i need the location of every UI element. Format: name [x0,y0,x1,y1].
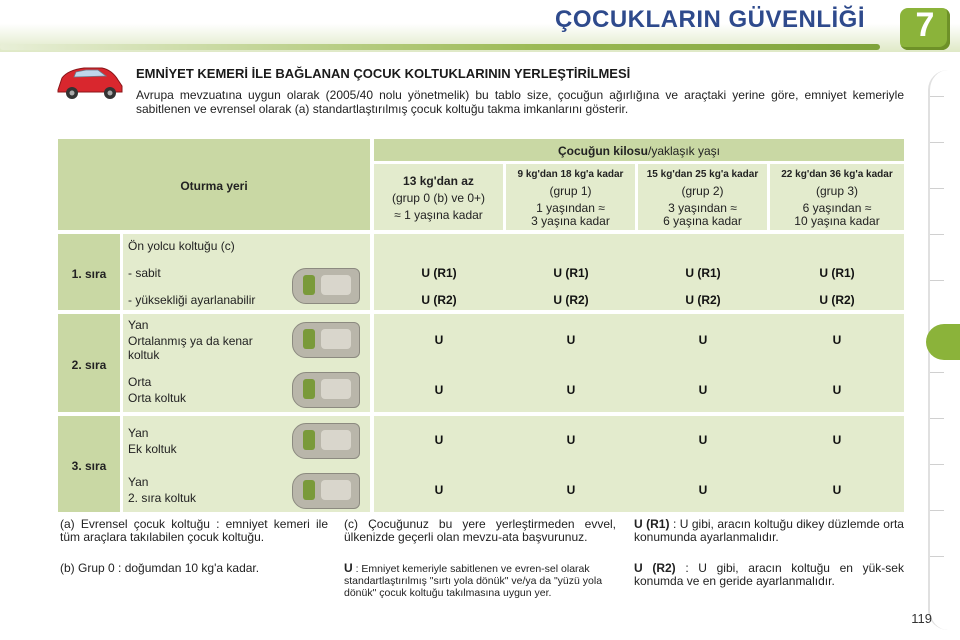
col-age-2: 3 yaşına kadar [531,214,610,228]
footnote-b: (b) Grup 0 : doğumdan 10 kg'a kadar. [60,561,260,575]
col-title: 15 kg'dan 25 kg'a kadar [646,169,759,180]
row-values-cell [374,416,904,512]
seat-variant: - sabit [128,266,161,280]
tab-marker [930,280,944,281]
value-cell: U [566,333,576,347]
header-rule [0,44,880,50]
tab-marker [930,510,944,511]
intro-paragraph: Avrupa mevzuatına uygun olarak (2005/40 nolu yönetmelik) bu tablo size, çocuğun ağırlığına ve araçtaki yerine göre, emniyet kemeriyle sabitlenen ve evrensel olarak (a) standartlaştırılmış çocuk koltuğu takma imkanlarını gösterir. [136,88,904,116]
col-group: (grup 0 (b) ve 0+) [391,191,486,205]
col-age: 6 yaşından ≈ [802,201,872,215]
footnote-r1-text: : U gibi, aracın koltuğu dikey düzlemde orta konumunda ayarlanmalıdır. [634,517,904,544]
weight-header-bold: Çocuğun kilosu [557,144,648,158]
value-cell: U [698,383,708,397]
page-number: 119 [911,611,932,626]
col-group: (grup 3) [815,184,859,198]
value-cell: U (R2) [819,293,855,307]
seat-position: Orta [128,375,152,389]
value-cell: U [832,483,842,497]
col-group: (grup 1) [549,184,592,198]
value-cell: U [832,333,842,347]
value-cell: U (R1) [421,266,457,280]
value-cell: U [832,433,842,447]
value-cell: U [434,433,444,447]
seat-position: Yan [128,318,149,332]
chapter-number: 7 [915,6,935,44]
value-cell: U [698,333,708,347]
footnote-r1 [634,518,904,544]
tab-active-chapter[interactable] [926,324,960,360]
row-label: 1. sıra [71,267,107,281]
seat-position: Yan [128,475,149,489]
col-age-2: 10 yaşına kadar [794,214,880,228]
seat-variant: - yüksekliği ayarlanabilir [128,293,256,307]
value-cell: U [698,483,708,497]
seat-diagram [292,473,360,509]
value-cell: U [566,433,576,447]
col-title: 13 kg'dan az [403,174,474,188]
footnote-r2-key: U (R2) [634,561,676,575]
tab-marker [930,234,944,235]
tab-marker [930,142,944,143]
col-group: (grup 2) [681,184,724,198]
seat-diagram [292,268,360,304]
car-icon [54,62,126,102]
footnote-r1-key: U (R1) [634,517,670,531]
col-title: 9 kg'dan 18 kg'a kadar [517,169,624,180]
tab-marker [930,464,944,465]
col-age: 3 yaşından ≈ [668,201,737,215]
weight-header [374,144,904,158]
weight-header-rest: /yaklaşık yaşı [647,144,721,158]
seat-description: 2. sıra koltuk [128,491,197,505]
seat-description: Orta koltuk [128,391,187,405]
tab-marker [930,188,944,189]
footnote-c: (c) Çocuğunuz bu yere yerleştirmeden evvel, ülkenizde geçerli olan mevzu-ata başvurunuz. [344,517,616,544]
col-age: ≈ 1 yaşına kadar [394,208,483,222]
value-cell: U (R2) [685,293,721,307]
value-cell: U [832,383,842,397]
tab-marker [930,96,944,97]
section-title: EMNİYET KEMERİ İLE BAĞLANAN ÇOCUK KOLTUKLARININ YERLEŞTİRİLMESİ [136,66,631,81]
seat-name: Ön yolcu koltuğu (c) [128,239,235,253]
col-age: 1 yaşından ≈ [536,201,605,215]
value-cell: U [698,433,708,447]
footnote-r2-text: : U gibi, aracın koltuğu en yük-sek konumda ve en geride ayarlanmalıdır. [634,561,904,588]
footnote-u-key: U [344,561,353,575]
seat-description: Ortalanmış ya da kenar koltuk [128,334,253,362]
tab-marker [930,556,944,557]
value-cell: U [434,333,444,347]
footnote-u-text: : Emniyet kemeriyle sabitlenen ve evren-sel olarak standartlaştırılmış "sırtı yola dönük" ve/ya da "yüzü yola dönük" çocuk koltuğu takılmasına uygun yer. [344,563,603,599]
value-cell: U (R1) [685,266,721,280]
tab-marker [930,372,944,373]
value-cell: U [566,483,576,497]
footnote-a: (a) Evrensel çocuk koltuğu : emniyet kemeri ile tüm araçlara takılabilen çocuk koltuğu. [60,517,328,544]
value-cell: U [434,383,444,397]
seat-header: Oturma yeri [180,179,248,193]
row-values-cell [374,314,904,412]
value-cell: U [434,483,444,497]
footnote-u [344,562,616,599]
tab-marker [930,418,944,419]
seat-description: Ek koltuk [128,442,177,456]
page-title: ÇOCUKLARIN GÜVENLİĞİ [555,6,865,33]
value-cell: U (R2) [421,293,457,307]
value-cell: U (R2) [553,293,589,307]
seat-diagram [292,322,360,358]
row-label: 2. sıra [71,358,107,372]
seat-position: Yan [128,426,149,440]
value-cell: U (R1) [553,266,589,280]
value-cell: U [566,383,576,397]
footnote-r2 [634,562,904,588]
value-cell: U (R1) [819,266,855,280]
col-title: 22 kg'dan 36 kg'a kadar [781,169,893,180]
seat-diagram [292,423,360,459]
row-label: 3. sıra [71,459,107,473]
col-age-2: 6 yaşına kadar [663,214,742,228]
seat-diagram [292,372,360,408]
